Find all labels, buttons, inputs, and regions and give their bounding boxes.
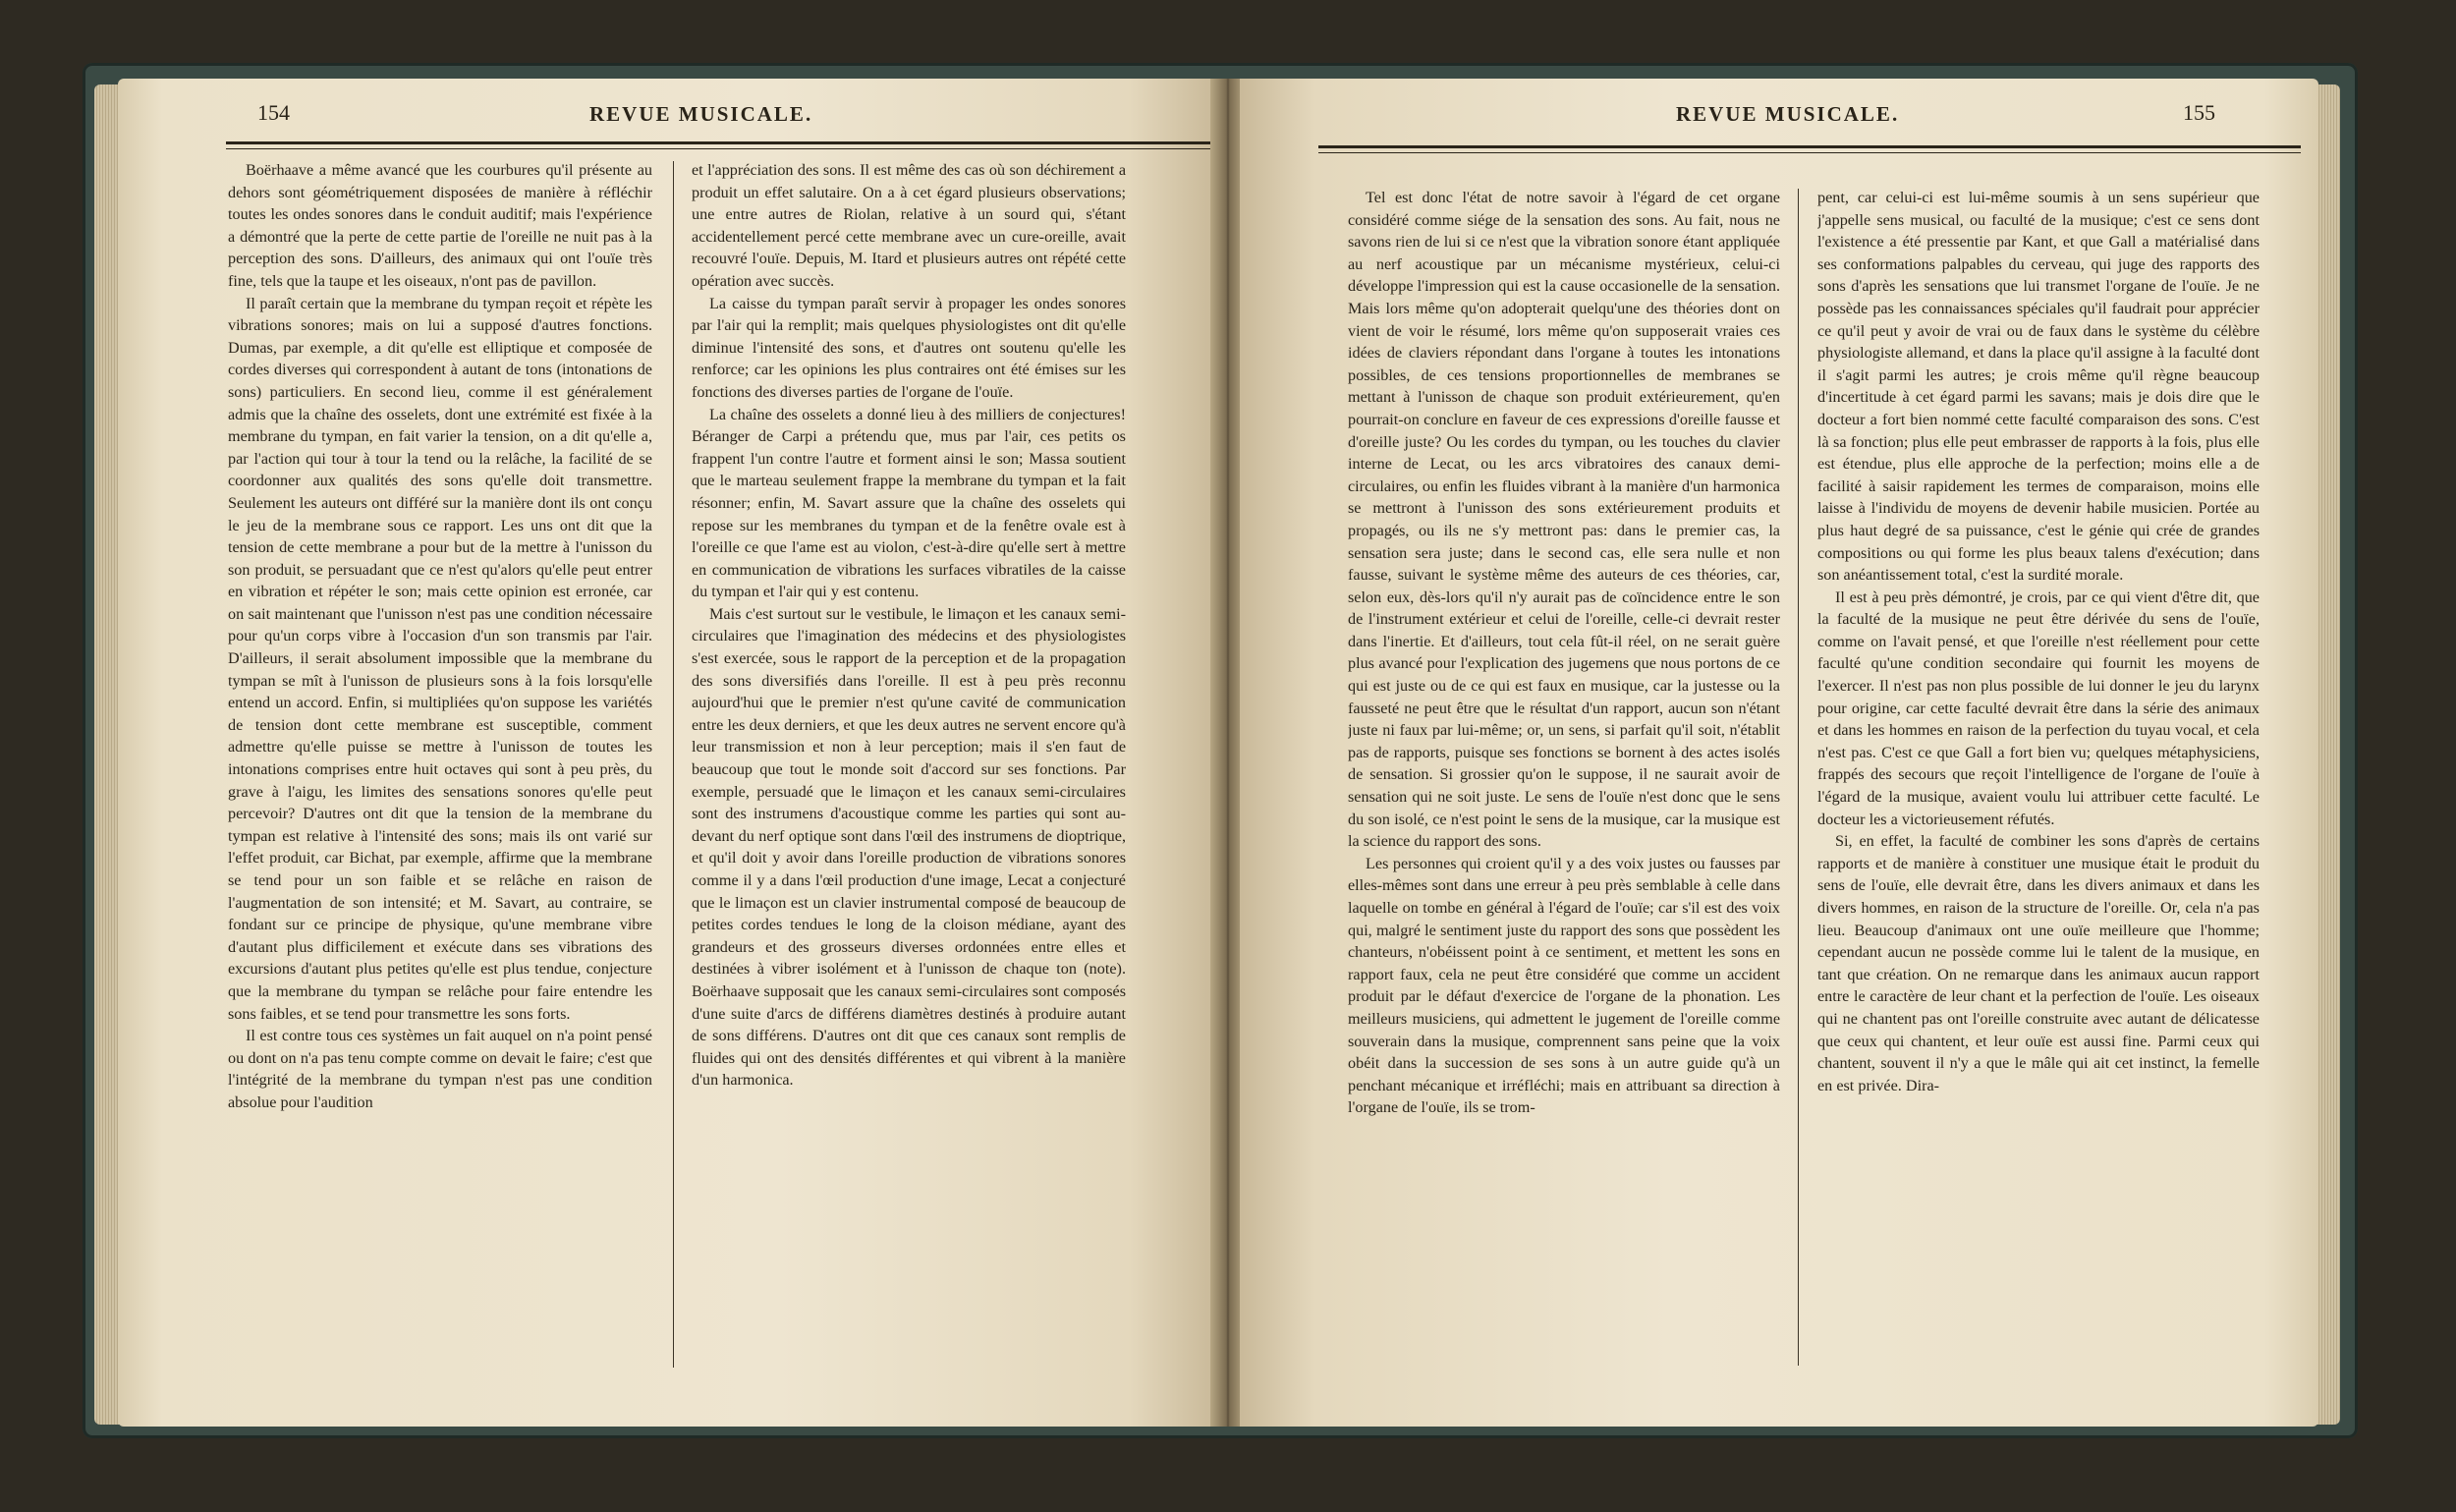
paragraph: Les personnes qui croient qu'il y a des voix justes ou fausses par elles-mêmes sont dans une erreur à peu près semblable à celle dans laquelle on tombe en général à l'égard de l'ouïe; car s'il est des voix qui, malgré le sentiment juste du rapport des sons que possèdent les chanteurs, n'obéissent point à ce sentiment, et mettent les sons en rapport faux, cela ne peut être considéré que comme un accident produit par le défaut d'exercice de l'organe de la phonation. Les meilleurs musiciens, qui admettent le jugement de l'oreille comme souverain dans la musique, comprennent sans peine que la voix obéit dans la succession de ses sons à un autre guide qu'à un penchant mécanique et irréfléchi; mais en attribuant sa direction à l'organe de l'ouïe, ils se trom- [1348, 854, 1780, 1117]
header-rule-thin [1318, 152, 2301, 153]
left-page [118, 79, 1216, 1427]
right-page [1240, 79, 2318, 1427]
paragraph: Il est à peu près démontré, je crois, par ce qui vient d'être dit, que la faculté de la musique ne peut être dérivée du sens de l'ouïe, comme on l'avait pensé, et que l'oreille n'est réellement pour cette faculté qu'une condition secondaire qui fournit les moyens de l'exercer. Il n'est pas non plus possible de lui donner le jeu du larynx pour origine, car cette faculté devrait être dans la série des animaux et dans les hommes en raison de la perfection du tuyau vocal, et cela n'est pas. C'est ce que Gall a fort bien vu; quelques métaphysiciens, frappés des secours que reçoit l'intelligence de l'organe de l'ouïe à l'égard de la musique, avaient voulu lui attribuer cette faculté. Le docteur les a victorieusement réfutés. [1817, 588, 2260, 828]
paragraph: et l'appréciation des sons. Il est même des cas où son déchirement a produit un effet salutaire. On a à cet égard plusieurs observations; une entre autres de Riolan, relative à un sourd qui, s'étant accidentellement percé cette membrane avec un cure-oreille, avait recouvré l'ouïe. Depuis, M. Itard et plusieurs autres ont répété cette opération avec succès. [692, 161, 1126, 290]
paragraph: Mais c'est surtout sur le vestibule, le limaçon et les canaux semi-circulaires que l'imagination des médecins et des physiologistes s'est exercée, sous le rapport de la perception et de la propagation des sons diversifiés dans l'oreille. Il est à peu près reconnu aujourd'hui que le premier n'est qu'une cavité de communication entre les deux derniers, et que les deux autres ne servent encore qu'à leur transmission et non à leur perception; mais il s'en faut de beaucoup que tout le monde soit d'accord sur ses fonctions. Par exemple, persuadé que le limaçon et les canaux semi-circulaires sont des instrumens d'acoustique comme les parties qui sont au-devant du nerf optique sont dans l'œil des instrumens de dioptrique, et qu'il doit y avoir dans l'oreille production de vibrations sonores comme il y a dans l'œil production d'une image, Lecat a conjecturé que le limaçon est un clavier instrumental composé de beaucoup de petites cordes tendues le long de la cloison médiane, ayant des grandeurs et des grosseurs diverses ordonnées entre elles et destinées à vibrer isolément et à l'unisson de chaque ton (note). Boërhaave supposait que les canaux semi-circulaires sont composés d'une suite d'arcs de différens diamètres destinés à produire autant de sons différens. D'autres ont dit que ces canaux sont remplis de fluides qui ont des densités différentes et qui vibrent à la manière d'un harmonica. [692, 604, 1126, 1090]
column-rule [1798, 189, 1799, 1366]
text-column-1 [1348, 187, 1780, 1366]
paragraph: pent, car celui-ci est lui-même soumis à un sens supérieur que j'appelle sens musical, ou faculté de la musique; c'est ce sens dont l'existence a été pressentie par Kant, et que Gall a matérialisé dans ses conformations palpables du cerveau, qui juge des rapports des sons d'après les sensations que lui transmet l'organe de l'ouïe. Je ne possède pas les connaissances spéciales qu'il faudrait pour apprécier ce qu'il peut y avoir de vrai ou de faux dans le système du célèbre physiologiste allemand, et dans la place qu'il assigne à la faculté dont il s'agit parmi les autres; je crois même qu'il règne beaucoup d'incertitude à cet égard parmi les savans; mais je dois dire que le docteur a fort bien nommé cette faculté comparaison des sons. C'est là sa fonction; plus elle peut embrasser de rapports à la fois, plus elle est étendue, plus elle approche de la perfection; moins elle a de facilité à saisir rapidement les termes de comparaison, moins elle laisse à l'individu de moyens de devenir habile musicien. Portée au plus haut degré de sa puissance, c'est le génie qui crée de grandes compositions ou qui forme les plus beaux talens d'exécution; dans son anéantissement total, c'est la surdité morale. [1817, 189, 2260, 585]
paragraph: Tel est donc l'état de notre savoir à l'égard de cet organe considéré comme siége de la sensation des sons. Au fait, nous ne savons rien de lui si ce n'est que la vibration sonore étant appliquée au nerf acoustique par un mécanisme mystérieux, celui-ci développe l'impression qui est la cause occasionelle de la sensation. Mais lors même qu'on adopterait quelqu'une des théories dont on vient de voir le résumé, lors même qu'on supposerait vraies ces idées de claviers répondant dans l'organe à toutes les intonations possibles, de ces tensions proportionnelles de membranes se mettant à l'unisson de chaque son produit extérieurement, qu'en pourrait-on conclure en faveur de ces expressions d'oreille fausse et d'oreille juste? Ou les cordes du tympan, ou les touches du clavier interne de Lecat, ou les arcs vibratoires des canaux demi-circulaires, ou enfin les fluides vibrant à la manière d'un harmonica se mettront à l'unisson des sons extérieurement produits et propagés, ou ils ne s'y mettront pas: dans le premier cas, la sensation sera juste; dans le second cas, elle sera nulle et non fausse, suivant le système même des auteurs de ces théories, car, selon eux, dès-lors qu'il n'y aurait pas de coïncidence entre le son de l'instrument extérieur et celui de l'oreille, celle-ci devrait rester dans l'inertie. Et d'ailleurs, tout cela fût-il réel, on ne serait guère plus avancé pour l'explication des jugemens que nous portons de ce qui est juste ou de ce qui est faux en musique, car la justesse ou la fausseté ne peut être que le résultat d'un rapport, aucun son n'étant juste ni faux par lui-même; or, un sens, si parfait qu'il soit, n'établit pas de rapports, puisque ses fonctions se bornent à des actes isolés de sensation. Si grossier qu'on le suppose, il ne saurait avoir de sensation qui ne soit juste. Le sens de l'ouïe n'est donc que le sens du son isolé, ce n'est point le sens de la musique, car la musique est la science du rapport des sons. [1348, 189, 1780, 851]
page-number: 154 [257, 100, 290, 125]
paragraph: Il paraît certain que la membrane du tympan reçoit et répète les vibrations sonores; mais on lui a supposé d'autres fonctions. Dumas, par exemple, a dit qu'elle est elliptique et composée de cordes diverses qui correspondent à autant de tons (intonations de sons) particuliers. En second lieu, comme il est généralement admis que la chaîne des osselets, dont une extrémité est fixée à la membrane du tympan, en fait varier la tension, on a dit qu'elle a, par l'action qui tour à tour la tend ou la relâche, la facilité de se coordonner aux qualités des sons qu'elle doit transmettre. Seulement les auteurs ont différé sur la manière dont ils ont conçu le jeu de la membrane sous ce rapport. Les uns ont dit que la tension de cette membrane a pour but de la mettre à l'unisson du son produit, se persuadant que ce n'est qu'alors qu'elle peut entrer en vibration et répéter le son; mais cette opinion est erronée, car on sait maintenant que l'unisson n'est pas une condition nécessaire pour qu'un corps vibre à l'occasion d'un son transmis par l'air. D'ailleurs, il serait absolument impossible que la membrane du tympan se mît à l'unisson de plusieurs sons à la fois lorsqu'elle entend un accord. Enfin, si multipliées qu'on suppose les variétés de tension dont cette membrane est susceptible, comment admettre qu'elle puisse se mettre à l'unisson de toutes les intonations comprises entre huit octaves qui sont à peu près, du grave à l'aigu, les limites des sensations sonores qu'elle peut percevoir? D'autres ont dit que la tension de la membrane du tympan est relative à l'intensité des sons; mais ils ont varié sur l'effet produit, car Bichat, par exemple, affirme que la membrane se tend pour un son faible et se relâche en raison de l'augmentation de son intensité; et M. Savart, au contraire, se fondant sur ce principe de physique, qu'une membrane vibre d'autant plus difficilement et exécute dans ses vibrations des excursions d'autant plus petites qu'elle est plus tendue, conjecture que la membrane du tympan se relâche pour faire entendre les sons faibles, et se tend pour transmettre les sons forts. [228, 294, 652, 1023]
running-head: REVUE MUSICALE. [1676, 102, 1900, 126]
header-rule [1318, 145, 2301, 148]
paragraph: La chaîne des osselets a donné lieu à des milliers de conjectures! Béranger de Carpi a prétendu que, mus par l'air, ces petits os frappent l'un contre l'autre et forment ainsi le son; Massa soutient que le marteau seulement frappe la membrane du tympan et la fait résonner; enfin, M. Savart assure que la chaîne des osselets qui repose sur les membranes du tympan et de la fenêtre ovale est à l'oreille ce que l'ame est au violon, c'est-à-dire qu'elle sert à mettre en communication de vibrations les surfaces vibratiles de la caisse du tympan et l'air qui y est contenu. [692, 405, 1126, 601]
paragraph: Si, en effet, la faculté de combiner les sons d'après de certains rapports et de manière à constituer une musique était le produit du sens de l'ouïe, elle devrait être, dans les divers animaux et dans les divers hommes, en raison de la structure de l'oreille. Or, cela n'a pas lieu. Beaucoup d'animaux ont une ouïe meilleure que l'homme; cependant aucun ne possède comme lui le talent de la musique, en tant que création. On ne remarque dans les animaux aucun rapport entre le caractère de leur chant et la perfection de l'ouïe. Les oiseaux qui ne chantent pas ont l'oreille construite avec autant de délicatesse que ceux qui chantent, et leur ouïe est aussi fine. Parmi ceux qui chantent, souvent il n'y a que le mâle qui ait cet instinct, la femelle en est privée. Dira- [1817, 832, 2260, 1094]
paragraph: Boërhaave a même avancé que les courbures qu'il présente au dehors sont géométriquement disposées de manière à réfléchir toutes les ondes sonores dans le conduit auditif; mais l'expérience a démontré que la perte de cette partie de l'oreille ne nuit pas à la perception des sons. D'ailleurs, des animaux qui ont l'ouïe très fine, tels que la taupe et les oiseaux, n'ont pas de pavillon. [228, 161, 652, 290]
page-number: 155 [2183, 100, 2215, 125]
header-rule-thin [226, 148, 1216, 149]
paragraph: La caisse du tympan paraît servir à propager les ondes sonores par l'air qui la remplit; mais quelques physiologistes ont dit qu'elle diminue l'intensité des sons, et d'autres ont soutenu qu'elle les renforce; car les opinions les plus contraires ont été émises sur les fonctions des diverses parties de l'organe de l'ouïe. [692, 294, 1126, 401]
text-column-1 [228, 159, 652, 1368]
header-rule [226, 141, 1216, 144]
running-head: REVUE MUSICALE. [589, 102, 813, 126]
text-column-2 [692, 159, 1126, 1368]
paragraph: Il est contre tous ces systèmes un fait auquel on n'a point pensé ou dont on n'a pas tenu compte comme on devait le faire; c'est que l'intégrité de la membrane du tympan n'est pas une condition absolue pour l'audition [228, 1027, 652, 1111]
text-column-2 [1817, 187, 2260, 1366]
column-rule [673, 161, 674, 1368]
